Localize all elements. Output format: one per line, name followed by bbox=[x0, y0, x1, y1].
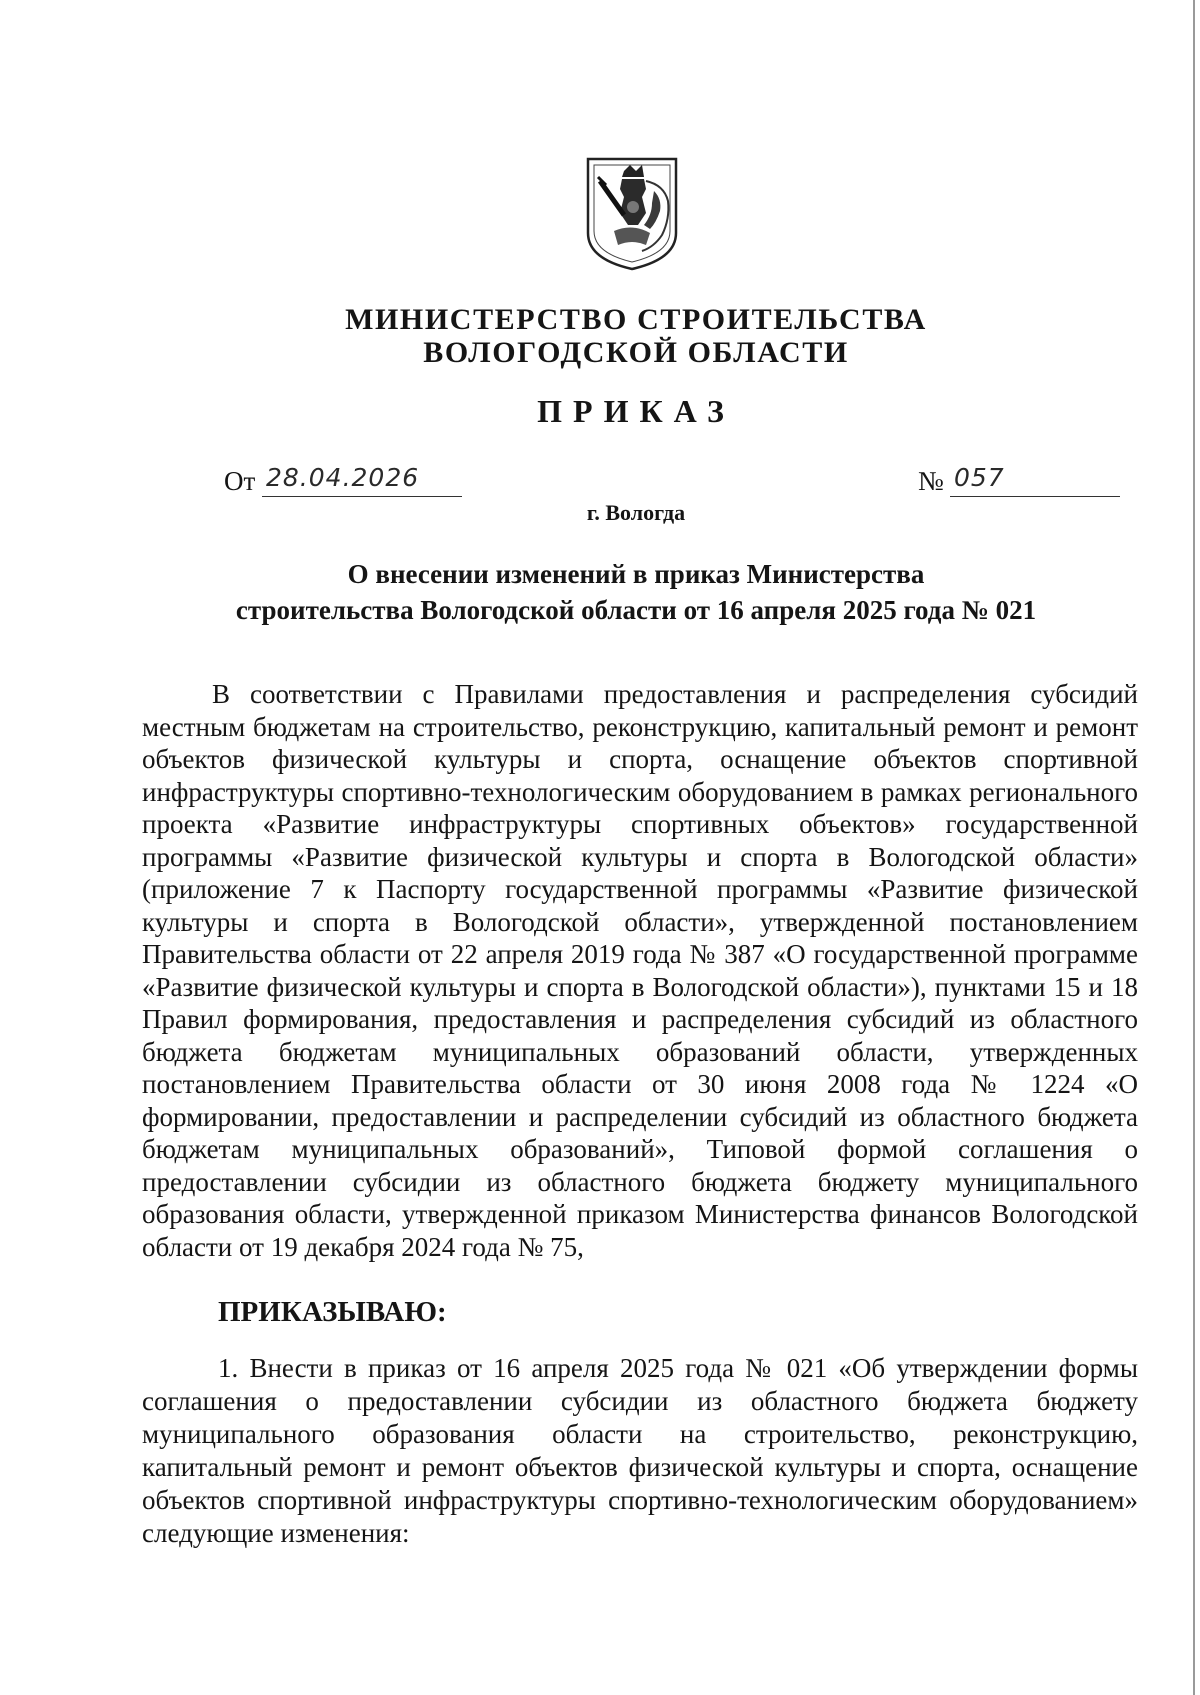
order-item-1 bbox=[142, 1352, 1138, 1550]
preamble-paragraph bbox=[142, 678, 1138, 1263]
number-handwritten-value: 057 bbox=[954, 463, 1005, 492]
order-item-1-text: 1. Внести в приказ от 16 апреля 2025 года № 021 «Об утверждении формы соглашения о предоставлении субсидии из областного бюджета бюджету муниципального образования области на строительство, реконструкцию, капитальный ремонт и ремонт объектов физической культуры и спорта, оснащение объектов спортивной инфраструктуры спортивно-технологическим оборудованием» следующие изменения: bbox=[142, 1353, 1138, 1548]
number-label: № bbox=[918, 466, 944, 496]
date-handwritten-value: 28.04.2026 bbox=[266, 463, 420, 492]
preamble-text: В соответствии с Правилами предоставления и распределения субсидий местным бюджетам на строительство, реконструкцию, капитальный ремонт и ремонт объектов физической культуры и спорта, оснащение объектов спортивной инфраструктуры спортивно-технологическим оборудованием в рамках регионального проекта «Развитие инфраструктуры спортивных объектов» государственной программы «Развитие физической культуры и спорта в Вологодской области» (приложение 7 к Паспорту государственной программы «Развитие физической культуры и спорта в Вологодской области», утвержденной постановлением Правительства области от 22 апреля 2019 года № 387 «О государственной программе «Развитие физической культуры и спорта в Вологодской области»), пунктами 15 и 18 Правил формирования, предоставления и распределения субсидий из областного бюджета бюджетам муниципальных образований области, утвержденных постановлением Правительства области от 30 июня 2008 года № 1224 «О формировании, предоставлении и распределении субсидий из областного бюджета бюджетам муниципальных образований», Типовой формой соглашения о предоставлении субсидии из областного бюджета бюджету муниципального образования области, утвержденной приказом Министерства финансов Вологодской области от 19 декабря 2024 года № 75, bbox=[142, 679, 1138, 1262]
ministry-name-line2: ВОЛОГОДСКОЙ ОБЛАСТИ bbox=[423, 336, 849, 369]
subject-line2: строительства Вологодской области от 16 апреля 2025 года № 021 bbox=[235, 595, 1037, 625]
order-heading: ПРИКАЗЫВАЮ: bbox=[218, 1296, 447, 1328]
city-line: г. Вологда bbox=[586, 500, 686, 525]
number-field bbox=[950, 463, 1120, 497]
document-type-title: ПРИКАЗ bbox=[537, 393, 735, 429]
date-field bbox=[262, 463, 462, 497]
ministry-name-line1: МИНИСТЕРСТВО СТРОИТЕЛЬСТВА bbox=[345, 303, 927, 336]
vologda-coat-of-arms-icon bbox=[584, 155, 680, 273]
date-label: От bbox=[224, 466, 256, 496]
scan-edge-line bbox=[1193, 0, 1195, 1695]
subject-line1: О внесении изменений в приказ Министерства bbox=[347, 559, 925, 589]
